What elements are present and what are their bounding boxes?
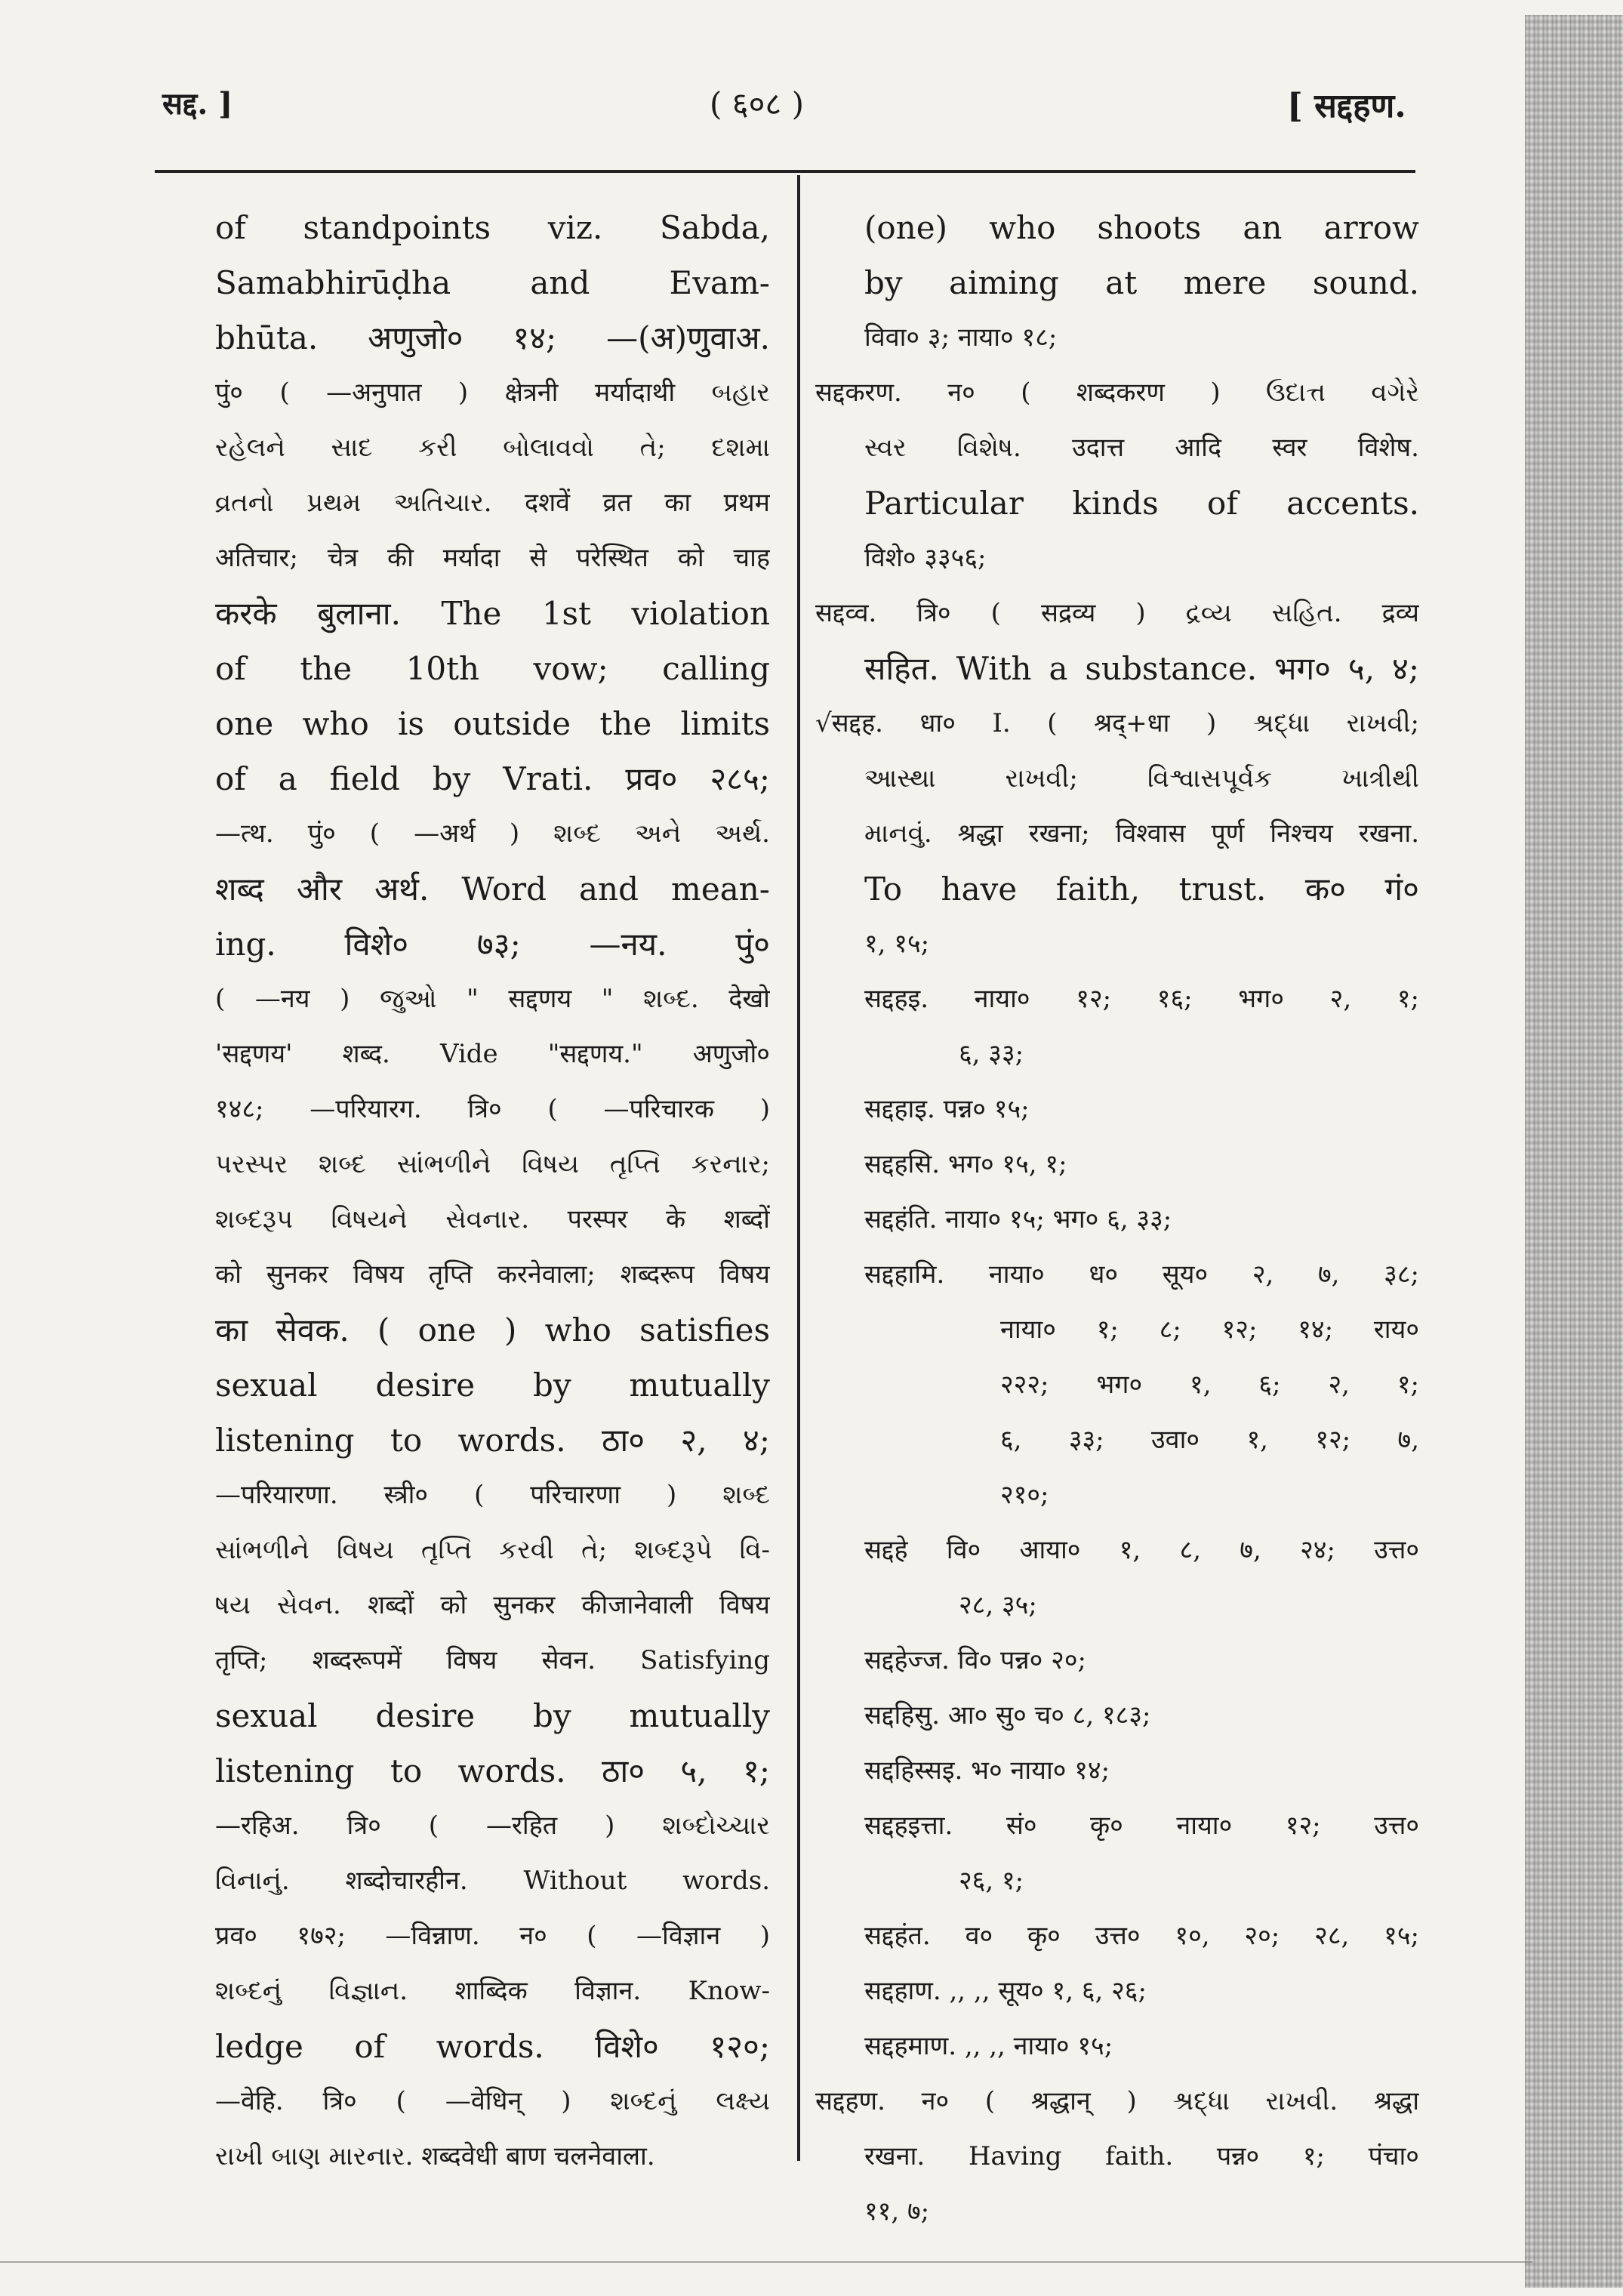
text-line: વ્રતનો પ્રથમ અતિચાર. दशवें व्रत का प्रथम bbox=[215, 488, 770, 518]
verb-form: सद्दहइ. नाया० १२; १६; भग० २, १; bbox=[864, 984, 1419, 1014]
text-line: का सेवक. ( one ) who satisfies bbox=[215, 1311, 770, 1348]
text-line: करके बुलाना. The 1st violation bbox=[215, 595, 770, 632]
text-line: આસ્થા રાખવી; વિશ્વાસપૂર્વક ખાત્રીથી bbox=[864, 763, 1419, 794]
text-line: विवा० ३; नाया० १८; bbox=[864, 322, 1058, 353]
verb-form: सद्दहाण. ,, ,, सूय० १, ६, २६; bbox=[864, 1976, 1147, 2006]
text-line: by aiming at mere sound. bbox=[864, 264, 1419, 301]
column-divider bbox=[797, 175, 800, 2161]
text-line: प्रव० १७२; —विन्नाण. न० ( —विज्ञान ) bbox=[215, 1921, 770, 1951]
text-line: શબ્દરૂપ વિષયને સેવનાર. परस्पर के शब्दों bbox=[215, 1204, 770, 1234]
scan-edge-shadow bbox=[1525, 15, 1623, 2288]
verb-form: सद्दहइत्ता. सं० कृ० नाया० १२; उत्त० bbox=[864, 1811, 1419, 1841]
text-line: bhūta. अणुजो० १४; —(अ)णुवाअ. bbox=[215, 319, 770, 356]
text-line: સાંભળીને વિષય તૃપ્તિ કરવી તે; શબ્દરૂપે વિ- bbox=[215, 1535, 770, 1565]
text-line: २६, १; bbox=[959, 1866, 1024, 1896]
text-line: રાખી બાણ મારનાર. शब्दवेधी बाण चलनेवाला. bbox=[215, 2141, 655, 2171]
text-line: listening to words. ठा० २, ४; bbox=[215, 1422, 770, 1459]
entry-saddahana: सद्दहण. न० ( श्रद्धान् ) શ્રદ્ધા રાખવી. श्रद्धा bbox=[815, 2086, 1419, 2116]
text-line: listening to words. ठा० ५, १; bbox=[215, 1752, 770, 1789]
header-page-number: ( ६०८ ) bbox=[710, 85, 804, 122]
verb-form: सद्दहसि. भग० १५, १; bbox=[864, 1149, 1067, 1179]
right-column bbox=[815, 200, 1419, 2239]
text-line: विशे० ३३५६; bbox=[864, 543, 987, 573]
text-line: sexual desire by mutually bbox=[215, 1367, 770, 1404]
text-line: Particular kinds of accents. bbox=[864, 485, 1419, 522]
verb-form: सद्दहिसु. आ० सु० च० ८, १८३; bbox=[864, 1700, 1151, 1730]
text-line: पुं० ( —अनुपात ) क्षेत्रनी मर्यादाथी બહાર bbox=[215, 378, 770, 408]
text-line: of a field by Vrati. प्रव० २८५; bbox=[215, 760, 770, 797]
text-line: ing. विशे० ७३; —नय. पुं० bbox=[215, 926, 770, 963]
text-line: ledge of words. विशे० १२०; bbox=[215, 2028, 770, 2065]
verb-form: सद्दहे वि० आया० १, ८, ७, २४; उत्त० bbox=[864, 1535, 1419, 1565]
text-line: १, १५; bbox=[864, 929, 930, 959]
text-line: ११, ७; bbox=[864, 2196, 930, 2227]
text-line: To have faith, trust. क० गं० bbox=[864, 871, 1419, 908]
text-line: sexual desire by mutually bbox=[215, 1697, 770, 1734]
text-line: —परियारणा. स्त्री० ( परिचारणा ) શબ્દ bbox=[215, 1480, 770, 1510]
verb-form: सद्दहिस्सइ. भ० नाया० १४; bbox=[864, 1755, 1110, 1786]
verb-form: सद्दहंति. नाया० १५; भग० ६, ३३; bbox=[864, 1204, 1172, 1234]
text-line: રહેલને સાદ કરી બોલાવવો તે; દશમા bbox=[215, 433, 770, 463]
text-line: रखना. Having faith. पन्न० १; पंचा० bbox=[864, 2141, 1419, 2171]
verb-form: सद्दहेज्ज. वि० पन्न० २०; bbox=[864, 1645, 1086, 1675]
text-line: १४८; —परियारग. त्रि० ( —परिचारक ) bbox=[215, 1094, 770, 1124]
text-line: सहित. With a substance. भग० ५, ४; bbox=[864, 650, 1419, 687]
text-line: વિનાનું. शब्दोचारहीन. Without words. bbox=[215, 1866, 770, 1896]
verb-form: सद्दहमाण. ,, ,, नाया० १५; bbox=[864, 2031, 1113, 2061]
text-line: अतिचार; चेत्र की मर्यादा से परेस्थित को चाह bbox=[215, 543, 770, 573]
text-line: —वेहि. त्रि० ( —वेधिन् ) શબ્દનું લક્ષ્ય bbox=[215, 2086, 770, 2116]
text-line: (one) who shoots an arrow bbox=[864, 209, 1419, 246]
text-line: नाया० १; ८; १२; १४; राय० bbox=[1000, 1314, 1419, 1345]
text-line: ( —नय ) જુઓ " सद्दणय " શબ્દ. देखो bbox=[215, 984, 770, 1014]
entry-saddavva: सद्दव्व. त्रि० ( सद्रव्य ) દ્રવ્ય સહિત. द्रव्य bbox=[815, 598, 1419, 628]
text-line: २८, ३५; bbox=[959, 1590, 1037, 1620]
header-right-guideword: [ सद्दहण. bbox=[1287, 87, 1406, 125]
text-line: સ્વર વિશેષ. उदात्त आदि स्वर विशेष. bbox=[864, 433, 1419, 463]
text-line: को सुनकर विषय तृप्ति करनेवाला; शब्दरूप विषय bbox=[215, 1259, 770, 1290]
text-line: ષય સેવન. शब्दों को सुनकर कीजानेवाली विषय bbox=[215, 1590, 770, 1620]
entry-saddaha-root: √सद्दह. धा० I. ( श्रद्+धा ) શ્રદ્ધા રાખવી; bbox=[815, 708, 1419, 738]
verb-form: सद्दहामि. नाया० ध० सूय० २, ७, ३८; bbox=[864, 1259, 1419, 1290]
verb-form: सद्दहाइ. पन्न० १५; bbox=[864, 1094, 1030, 1124]
header-rule bbox=[155, 170, 1415, 173]
text-line: 'सद्दणय' शब्द. Vide "सद्दणय." अणुजो० bbox=[215, 1039, 770, 1069]
text-line: २१०; bbox=[1000, 1480, 1049, 1510]
header-left-guideword: सद्द. ] bbox=[162, 86, 233, 122]
text-line: of the 10th vow; calling bbox=[215, 650, 770, 687]
text-line: तृप्ति; शब्दरूपमें विषय सेवन. Satisfying bbox=[215, 1645, 770, 1675]
text-line: ६, ३३; bbox=[959, 1039, 1024, 1069]
text-line: ६, ३३; उवा० १, १२; ७, bbox=[1000, 1425, 1419, 1455]
entry-saddakarana: सद्दकरण. न० ( शब्दकरण ) ઉદાત્ત વગેરે bbox=[815, 378, 1419, 408]
text-line: २२२; भग० १, ६; २, १; bbox=[1000, 1370, 1419, 1400]
text-line: —त्थ. पुं० ( —अर्थ ) શબ્દ અને અર્થ. bbox=[215, 818, 770, 849]
text-line: —रहिअ. त्रि० ( —रहित ) શબ્દોચ્ચાર bbox=[215, 1811, 770, 1841]
text-line: शब्द और अर्थ. Word and mean- bbox=[215, 871, 770, 908]
text-line: one who is outside the limits bbox=[215, 705, 770, 742]
text-line: of standpoints viz. Sabda, bbox=[215, 209, 770, 246]
footer-rule bbox=[0, 2261, 1532, 2263]
text-line: પરસ્પર શબ્દ સાંભળીને વિષય તૃપ્તિ કરનાર; bbox=[215, 1149, 770, 1179]
text-line: Samabhirūḍha and Evam- bbox=[215, 264, 770, 301]
text-line: માનવું. श्रद्धा रखना; विश्वास पूर्ण निश्चय रखना. bbox=[864, 818, 1419, 849]
verb-form: सद्दहंत. व० कृ० उत्त० १०, २०; २८, १५; bbox=[864, 1921, 1419, 1951]
left-column bbox=[215, 200, 770, 2184]
text-line: શબ્દનું વિજ્ઞાન. शाब्दिक विज्ञान. Know- bbox=[215, 1976, 770, 2006]
